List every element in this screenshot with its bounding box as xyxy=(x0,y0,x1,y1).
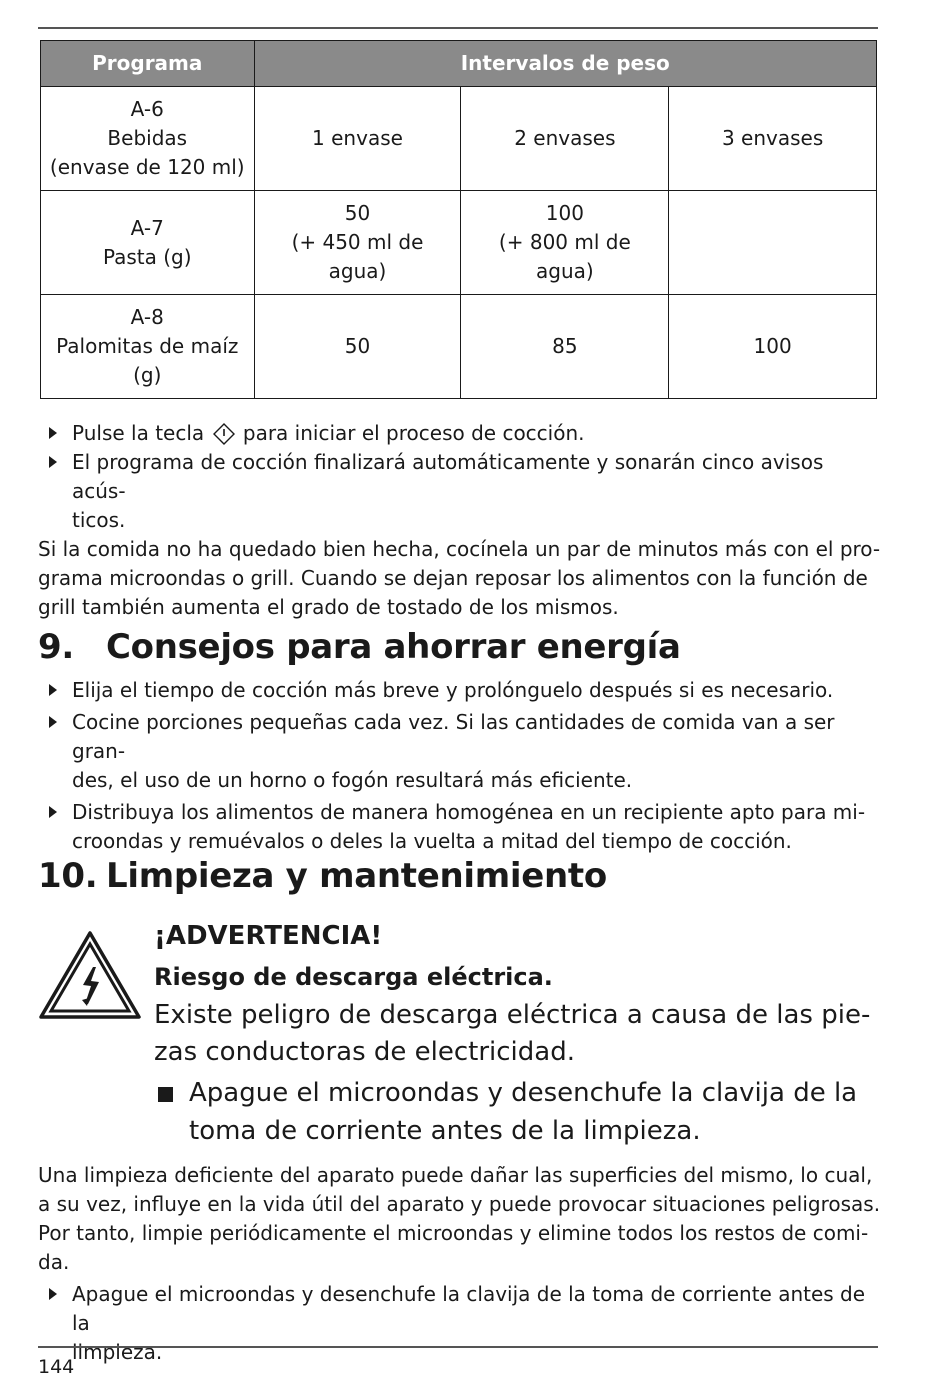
weight-cell xyxy=(254,295,461,399)
program-name: Bebidas xyxy=(107,126,188,150)
weight-cell xyxy=(254,191,461,295)
section-number: 10. xyxy=(38,856,98,896)
list-item xyxy=(38,419,883,448)
bullet-text-line: El programa de cocción finalizará automáticamente y sonarán cinco avisos acús- xyxy=(72,450,824,503)
bullet-text: Pulse la tecla xyxy=(72,421,205,445)
program-name: Pasta (g) xyxy=(102,244,192,269)
paragraph-line: Si la comida no ha quedado bien hecha, cocínela un par de minutos más con el pro- xyxy=(38,537,881,561)
bullet-text-line: Cocine porciones pequeñas cada vez. Si las cantidades de comida van a ser gran- xyxy=(72,710,835,763)
weight-value: agua) xyxy=(328,259,387,283)
bullet-text-line: croondas y remuévalos o deles la vuelta a mitad del tiempo de cocción. xyxy=(72,829,792,853)
square-bullet-icon xyxy=(158,1087,173,1102)
bullet-text-line: Distribuya los alimentos de manera homogénea en un recipiente apto para mi- xyxy=(72,800,866,824)
page-number: 144 xyxy=(38,1356,75,1378)
warning-item-line: toma de corriente antes de la limpieza. xyxy=(189,1116,701,1146)
weight-value: 1 envase xyxy=(312,126,403,150)
header-program: Programa xyxy=(41,41,255,87)
bullet-text: para iniciar el proceso de cocción. xyxy=(242,421,585,445)
list-item xyxy=(38,448,883,535)
table-row xyxy=(41,295,877,399)
warning-item-line: Apague el microondas y desenchufe la clavija de la xyxy=(189,1078,858,1108)
warning-subtitle: Riesgo de descarga eléctrica. xyxy=(154,963,553,991)
program-detail: (envase de 120 ml) xyxy=(49,155,245,179)
bullet-text-line: Apague el microondas y desenchufe la clavija de la toma de corriente antes de la xyxy=(72,1282,866,1335)
cooking-paragraph xyxy=(38,535,883,622)
list-item xyxy=(38,798,883,856)
paragraph-line: a su vez, influye en la vida útil del aparato y puede provocar situaciones peligrosas. xyxy=(38,1192,881,1216)
bullet-text-line: Elija el tiempo de cocción más breve y prolónguelo después si es necesario. xyxy=(72,678,834,702)
weight-value: (+ 800 ml de xyxy=(498,230,631,254)
bullet-triangle-icon xyxy=(49,806,57,818)
high-voltage-warning-icon xyxy=(38,930,142,1022)
weight-cell xyxy=(461,191,669,295)
section-title: Consejos para ahorrar energía xyxy=(106,627,681,667)
weight-cell xyxy=(461,87,669,191)
weight-value: 100 xyxy=(545,201,584,225)
weight-value: (+ 450 ml de xyxy=(291,230,424,254)
warning-text xyxy=(154,997,874,1071)
bullet-text-line: ticos. xyxy=(72,508,126,532)
bullet-triangle-icon xyxy=(49,716,57,728)
program-code: A-7 xyxy=(130,215,164,240)
start-key-icon xyxy=(213,423,235,445)
section-heading-10 xyxy=(38,856,607,896)
weight-value: 2 envases xyxy=(514,126,616,150)
list-item xyxy=(38,708,883,795)
bottom-rule xyxy=(38,1346,878,1348)
weight-value: 100 xyxy=(753,334,792,358)
weight-value: 85 xyxy=(552,334,578,358)
program-name: Palomitas de maíz xyxy=(56,334,239,358)
warning-text-line: zas conductoras de electricidad. xyxy=(154,1037,575,1067)
table-row xyxy=(41,191,877,295)
program-detail: (g) xyxy=(133,363,162,387)
section-heading-9 xyxy=(38,627,681,667)
program-cell xyxy=(41,87,255,191)
cooking-instructions xyxy=(38,419,883,622)
program-code: A-6 xyxy=(130,97,164,121)
weight-cell xyxy=(254,87,461,191)
paragraph-line: da. xyxy=(38,1250,70,1274)
list-item xyxy=(38,1280,883,1367)
weight-cell xyxy=(669,87,877,191)
weight-value: 3 envases xyxy=(721,126,824,150)
bullet-triangle-icon xyxy=(49,684,57,696)
paragraph-line: Por tanto, limpie periódicamente el microondas y elimine todos los restos de comi- xyxy=(38,1221,869,1245)
list-item xyxy=(38,676,883,705)
table-header-row xyxy=(41,41,877,87)
weight-cell-empty xyxy=(669,191,877,295)
weight-cell xyxy=(461,295,669,399)
weight-value: 50 xyxy=(344,334,371,358)
cleaning-text xyxy=(38,1161,883,1367)
top-rule xyxy=(38,27,878,29)
bullet-text-line: des, el uso de un horno o fogón resultará más eficiente. xyxy=(72,768,633,792)
cleaning-paragraph xyxy=(38,1161,883,1277)
weight-value: 50 xyxy=(344,201,371,225)
program-cell xyxy=(41,191,255,295)
warning-title: ¡ADVERTENCIA! xyxy=(154,921,383,951)
program-cell xyxy=(41,295,255,399)
weight-value: agua) xyxy=(536,259,594,283)
warning-list-item xyxy=(154,1074,874,1150)
paragraph-line: grill también aumenta el grado de tostado de los mismos. xyxy=(38,595,619,619)
bullet-triangle-icon xyxy=(49,1288,57,1300)
energy-tips-list xyxy=(38,676,883,856)
bullet-triangle-icon xyxy=(49,427,57,439)
program-code: A-8 xyxy=(130,305,164,329)
weight-table xyxy=(40,40,877,399)
warning-text-line: Existe peligro de descarga eléctrica a causa de las pie- xyxy=(154,1000,871,1030)
section-title: Limpieza y mantenimiento xyxy=(106,856,607,896)
paragraph-line: grama microondas o grill. Cuando se dejan reposar los alimentos con la función de xyxy=(38,566,868,590)
paragraph-line: Una limpieza deficiente del aparato puede dañar las superficies del mismo, lo cual, xyxy=(38,1163,873,1187)
weight-cell xyxy=(669,295,877,399)
warning-block xyxy=(154,920,874,1150)
table-row xyxy=(41,87,877,191)
bullet-text-line: limpieza. xyxy=(72,1340,163,1364)
header-weight-ranges: Intervalos de peso xyxy=(254,41,876,87)
section-number: 9. xyxy=(38,627,74,667)
bullet-triangle-icon xyxy=(49,456,57,468)
